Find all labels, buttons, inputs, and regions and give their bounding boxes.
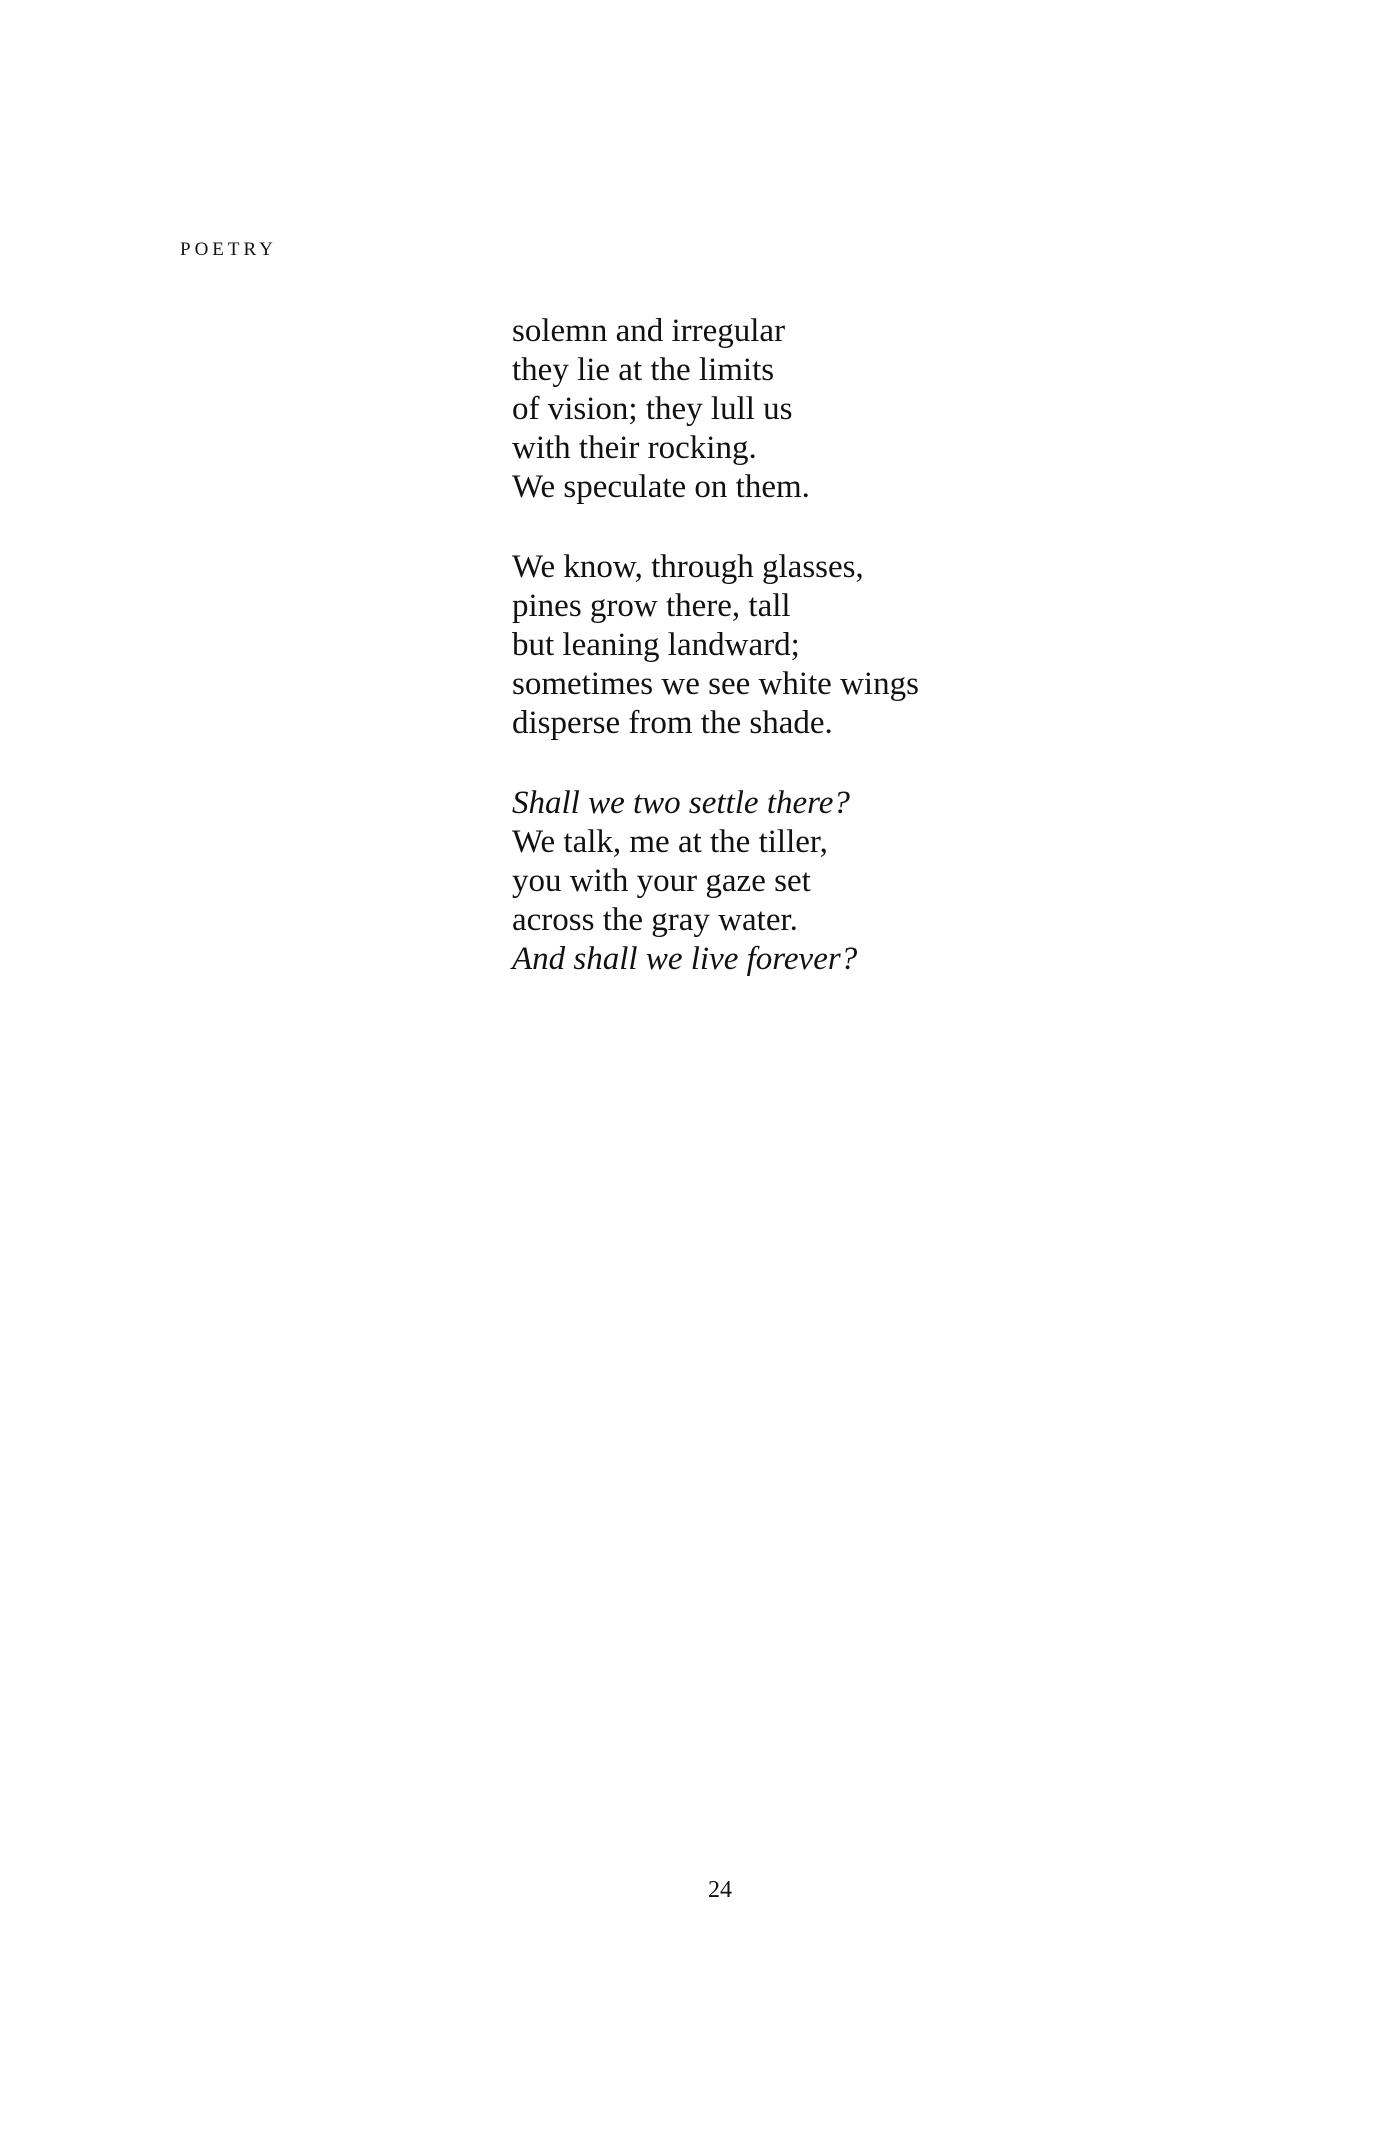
- poem-line: of vision; they lull us: [512, 391, 793, 427]
- poem-line: We speculate on them.: [512, 469, 810, 505]
- poem-line: you with your gaze set: [512, 863, 811, 899]
- poem-line: We talk, me at the tiller,: [512, 824, 828, 860]
- poem: [512, 312, 919, 1020]
- poem-line: sometimes we see white wings: [512, 666, 919, 702]
- stanza-1: [512, 312, 919, 507]
- poem-line: Shall we two settle there?: [512, 785, 850, 821]
- poem-line: they lie at the limits: [512, 352, 775, 388]
- running-head: POETRY: [180, 239, 277, 260]
- poem-line: And shall we live forever?: [512, 941, 858, 977]
- stanza-3: [512, 784, 919, 979]
- page-number: 24: [708, 1877, 732, 1903]
- poem-line: We know, through glasses,: [512, 549, 864, 585]
- poem-line: with their rocking.: [512, 430, 757, 466]
- poem-line: across the gray water.: [512, 902, 798, 938]
- poem-line: solemn and irregular: [512, 313, 786, 349]
- poem-line: but leaning landward;: [512, 627, 800, 663]
- poem-line: pines grow there, tall: [512, 588, 791, 624]
- stanza-2: [512, 548, 919, 743]
- poem-line: disperse from the shade.: [512, 705, 833, 741]
